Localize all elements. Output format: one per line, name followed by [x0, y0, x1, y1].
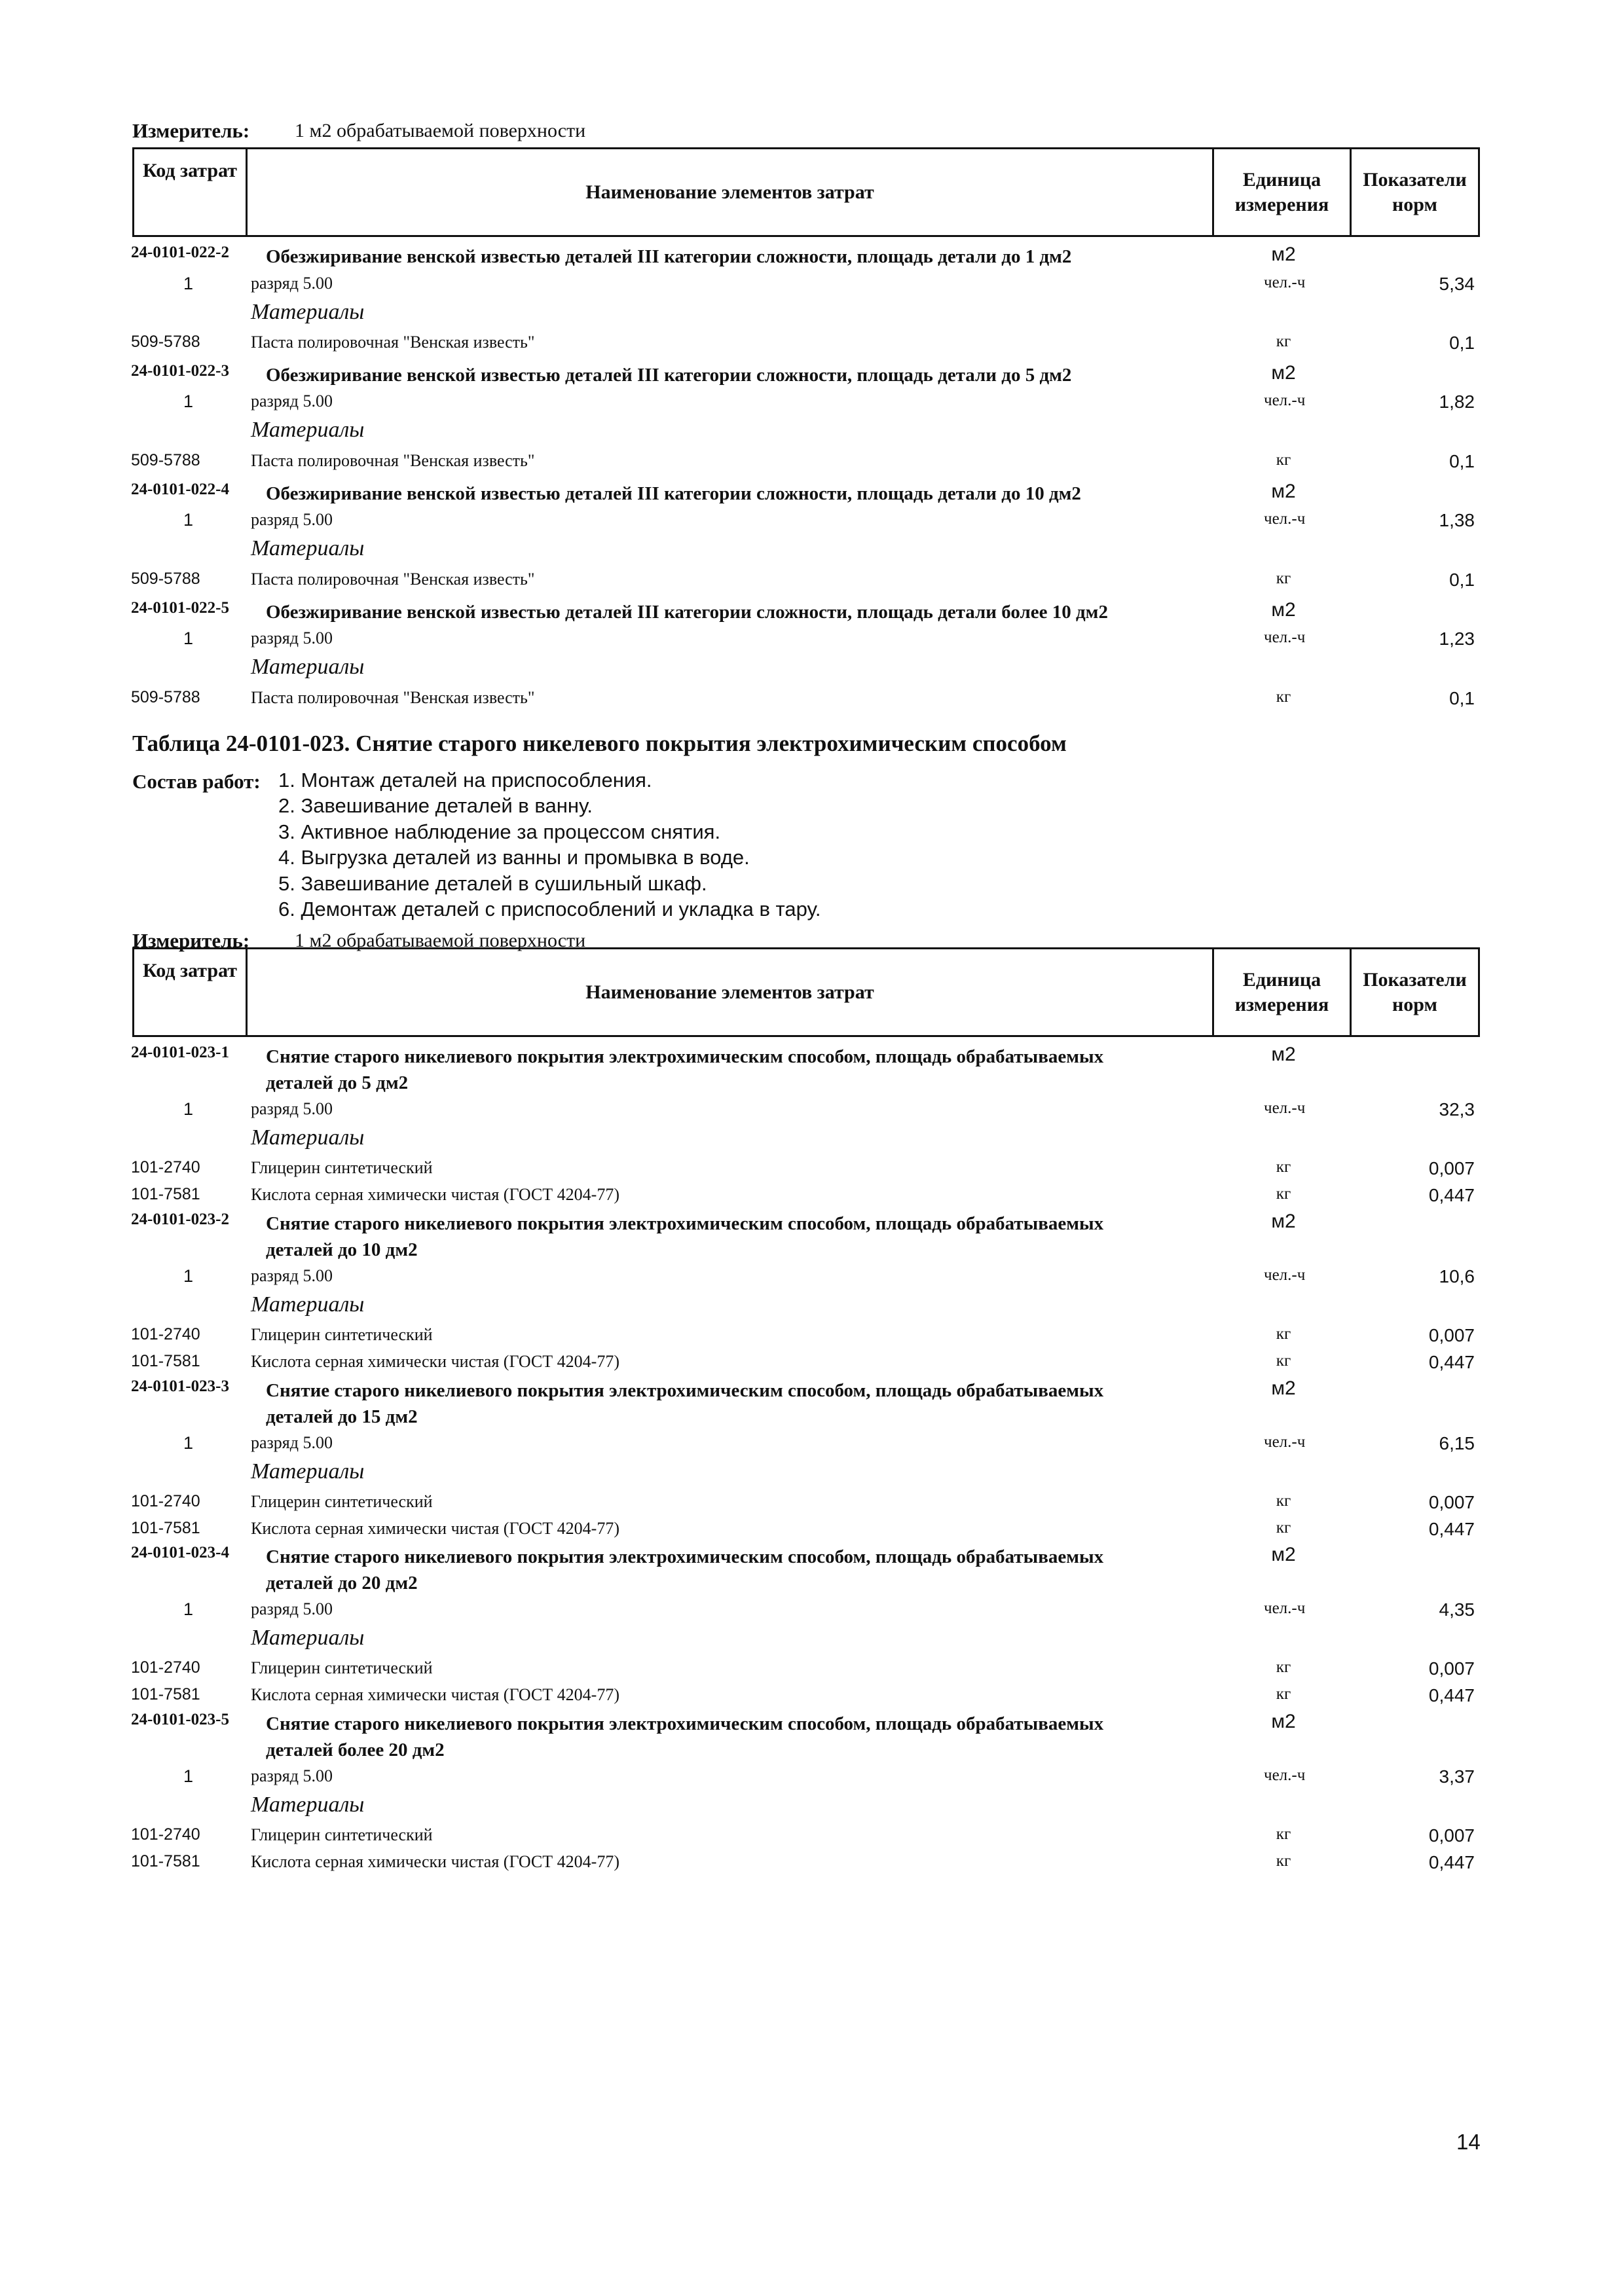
table-row: Материалы [251, 418, 365, 442]
table-row: 101-7581 Кислота серная химически чистая (ГОСТ 4204-77) кг 0,447 [131, 1685, 1475, 1705]
work-step: 5. Завешивание деталей в сушильный шкаф. [278, 871, 707, 895]
table-header-1 [132, 147, 1480, 237]
table-row: Материалы [251, 1626, 365, 1650]
table-row: 1 разряд 5.00 чел.-ч 10,6 [183, 1266, 1475, 1286]
work-steps [278, 767, 821, 922]
table-2-heading: Таблица 24-0101-023. Снятие старого никелевого покрытия электрохимическим способом [132, 731, 1067, 756]
header-unit: Единица измерения [1214, 149, 1352, 235]
table-row: 1 разряд 5.00 чел.-ч 5,34 [183, 274, 1475, 294]
meter-value-2: 1 м2 обрабатываемой поверхности [295, 930, 586, 951]
page-number: 14 [1456, 2130, 1481, 2154]
table-row: 509-5788 Паста полировочная "Венская известь" кг 0,1 [131, 688, 1475, 708]
table-row: 24-0101-022-5 Обезжиривание венской известью деталей III категории сложности, площадь детали более 10 дм2 м2 [131, 599, 1296, 623]
table-row: 101-2740 Глицерин синтетический кг 0,007 [131, 1325, 1475, 1345]
table-row: 24-0101-023-2 Снятие старого никелиевого покрытия электрохимическим способом, площадь обрабатываемых м2 [131, 1211, 1296, 1234]
table-row: 509-5788 Паста полировочная "Венская известь" кг 0,1 [131, 451, 1475, 471]
table-row: 1 разряд 5.00 чел.-ч 3,37 [183, 1766, 1475, 1787]
header-code: Код затрат [134, 149, 248, 235]
table-row: Материалы [251, 1292, 365, 1317]
table-row: 24-0101-022-3 Обезжиривание венской известью деталей III категории сложности, площадь детали до 5 дм2 м2 [131, 362, 1296, 386]
work-step: 4. Выгрузка деталей из ванны и промывка в воде. [278, 846, 750, 869]
table-row: 101-7581 Кислота серная химически чистая (ГОСТ 4204-77) кг 0,447 [131, 1519, 1475, 1539]
table-row: 101-7581 Кислота серная химически чистая (ГОСТ 4204-77) кг 0,447 [131, 1185, 1475, 1205]
table-row: 1 разряд 5.00 чел.-ч 1,82 [183, 392, 1475, 412]
table-header-2 [132, 947, 1480, 1037]
meter-label: Измеритель: [132, 119, 250, 142]
table-row: 1 разряд 5.00 чел.-ч 1,38 [183, 510, 1475, 530]
table-row: 101-2740 Глицерин синтетический кг 0,007 [131, 1825, 1475, 1846]
table-row: 24-0101-023-3 Снятие старого никелиевого покрытия электрохимическим способом, площадь обрабатываемых м2 [131, 1377, 1296, 1401]
table-row: 1 разряд 5.00 чел.-ч 32,3 [183, 1099, 1475, 1120]
header-unit: Единица измерения [1214, 949, 1352, 1035]
table-row: Материалы [251, 1125, 365, 1150]
table-row: 101-7581 Кислота серная химически чистая (ГОСТ 4204-77) кг 0,447 [131, 1852, 1475, 1872]
work-step: 2. Завешивание деталей в ванну. [278, 794, 593, 818]
header-name: Наименование элементов затрат [248, 149, 1214, 235]
table-row: 24-0101-023-5 Снятие старого никелиевого покрытия электрохимическим способом, площадь обрабатываемых м2 [131, 1711, 1296, 1734]
header-code: Код затрат [134, 949, 248, 1035]
table-row: деталей до 15 дм2 [266, 1406, 418, 1427]
meter-value: 1 м2 обрабатываемой поверхности [295, 120, 586, 141]
table-row: 101-2740 Глицерин синтетический кг 0,007 [131, 1492, 1475, 1512]
table-row: Материалы [251, 536, 365, 560]
table-row: 1 разряд 5.00 чел.-ч 4,35 [183, 1599, 1475, 1620]
table-row: 101-7581 Кислота серная химически чистая (ГОСТ 4204-77) кг 0,447 [131, 1352, 1475, 1372]
table-row: Материалы [251, 1793, 365, 1817]
work-step: 1. Монтаж деталей на приспособления. [278, 769, 652, 792]
table-row: 24-0101-023-4 Снятие старого никелиевого покрытия электрохимическим способом, площадь обрабатываемых м2 [131, 1544, 1296, 1567]
work-step: 3. Активное наблюдение за процессом снятия. [278, 820, 721, 843]
table-row: деталей более 20 дм2 [266, 1740, 445, 1760]
table-row: 1 разряд 5.00 чел.-ч 1,23 [183, 629, 1475, 649]
table-row: 24-0101-022-4 Обезжиривание венской известью деталей III категории сложности, площадь детали до 10 дм2 м2 [131, 481, 1296, 504]
table-row: 101-2740 Глицерин синтетический кг 0,007 [131, 1658, 1475, 1679]
header-norm: Показатели норм [1363, 168, 1467, 215]
table-row: 509-5788 Паста полировочная "Венская известь" кг 0,1 [131, 333, 1475, 353]
header-name: Наименование элементов затрат [248, 949, 1214, 1035]
table-row: деталей до 10 дм2 [266, 1239, 418, 1260]
table-row: Материалы [251, 655, 365, 679]
table-row: 24-0101-022-2 Обезжиривание венской известью деталей III категории сложности, площадь детали до 1 дм2 м2 [131, 244, 1296, 267]
table-row: деталей до 5 дм2 [266, 1072, 409, 1093]
meter-label-2: Измеритель: [132, 929, 250, 952]
table-row: 1 разряд 5.00 чел.-ч 6,15 [183, 1433, 1475, 1453]
header-norm: Показатели норм [1363, 968, 1467, 1015]
table-row: Материалы [251, 1459, 365, 1484]
work-label: Состав работ: [132, 770, 261, 793]
work-step: 6. Демонтаж деталей с приспособлений и укладка в тару. [278, 898, 821, 921]
table-row: деталей до 20 дм2 [266, 1573, 418, 1594]
table-row: Материалы [251, 300, 365, 324]
table-row: 101-2740 Глицерин синтетический кг 0,007 [131, 1158, 1475, 1178]
table-row: 509-5788 Паста полировочная "Венская известь" кг 0,1 [131, 570, 1475, 590]
table-row: 24-0101-023-1 Снятие старого никелиевого покрытия электрохимическим способом, площадь обрабатываемых м2 [131, 1044, 1296, 1067]
